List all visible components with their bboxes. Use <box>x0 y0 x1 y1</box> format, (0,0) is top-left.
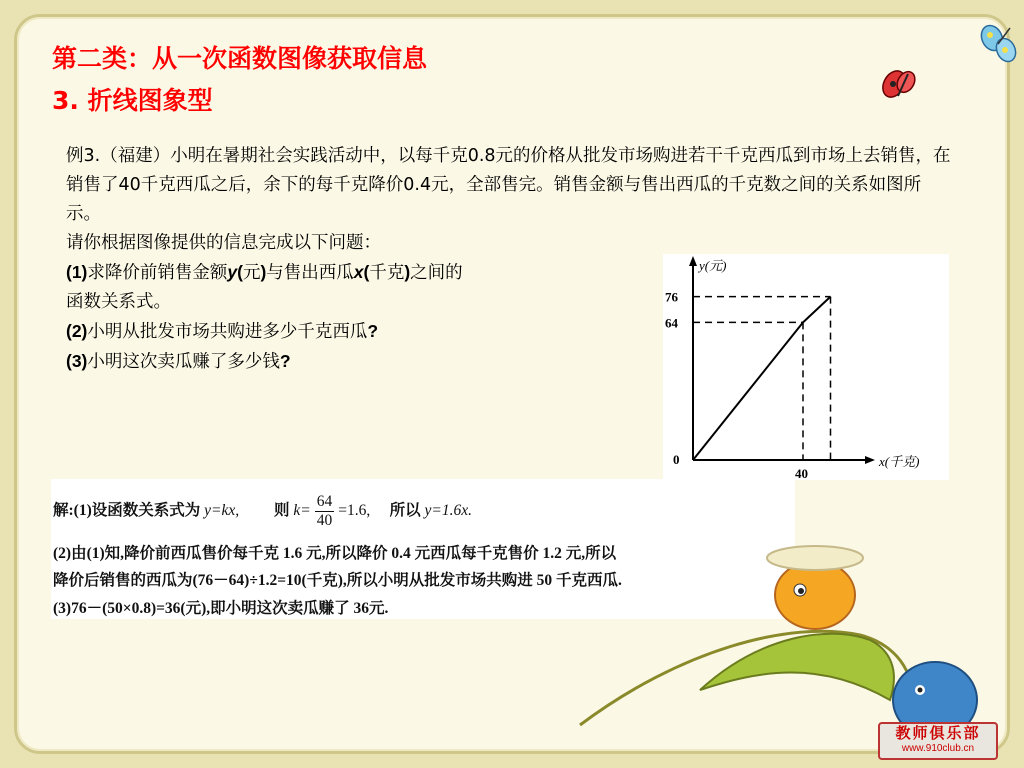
function-graph <box>663 254 949 480</box>
fraction-numerator: 64 <box>316 493 333 510</box>
q3-text: 小明这次卖瓜赚了多少钱 <box>87 352 280 372</box>
solution-1d: k= <box>293 502 311 520</box>
graph-svg <box>663 254 949 480</box>
y-tick-label-64: 64 <box>665 315 678 331</box>
bird-hat-icon <box>767 546 863 570</box>
leaf-icon <box>700 634 894 700</box>
cartoon-decoration <box>560 540 980 740</box>
q3-number: (3) <box>66 351 88 371</box>
problem-paragraph: 例3.（福建）小明在暑期社会实践活动中，以每千克0.8元的价格从批发市场购进若干千克西瓜到市场上去销售，在销售了40千克西瓜之后，余下的每千克降价0.4元，全部售完。销售金额与售出西瓜的千克数之间的关系如图所示。 <box>66 146 951 224</box>
q1-var-y: y <box>227 262 238 282</box>
page-subtitle: 3. 折线图象型 <box>52 86 213 115</box>
solution-1f: 所以 <box>389 502 421 520</box>
y-axis-label: y(元) <box>699 258 727 273</box>
solution-1b: y=kx, <box>204 502 240 520</box>
x-tick-label-40: 40 <box>795 466 808 480</box>
solution-1a: 解:(1)设函数关系式为 <box>53 502 201 520</box>
fraction-denominator: 40 <box>316 512 333 529</box>
q1-paren-open-1: ( <box>237 262 243 282</box>
solution-line-4: (3)76－(50×0.8)=36(元),即小明这次卖瓜赚了 36元. <box>53 600 389 617</box>
question-1-line2: 函数关系式。 <box>66 292 171 312</box>
solution-line-1 <box>53 493 472 530</box>
q1-part-a: 求降价前销售金额 <box>87 263 228 283</box>
fraction <box>315 493 335 530</box>
q1-paren-close-2: ) <box>404 262 411 282</box>
butterfly-red-icon <box>876 62 922 108</box>
x-axis-label: x(千克) <box>879 454 920 469</box>
solution-1e: =1.6, <box>338 502 371 520</box>
line-segment-2 <box>803 297 831 323</box>
solution-line-3: 降价后销售的西瓜为(76－64)÷1.2=10(千克),所以小明从批发市场共购进 50 千克西瓜. <box>53 572 622 589</box>
site-logo <box>878 722 998 760</box>
y-tick-label-76: 76 <box>665 289 678 305</box>
q1-part-e: 与售出西瓜 <box>266 263 354 283</box>
q2-text: 小明从批发市场共购进多少千克西瓜 <box>87 322 368 342</box>
origin-label: 0 <box>673 452 680 467</box>
q2-number: (2) <box>66 321 88 341</box>
x-axis-arrow <box>865 456 875 464</box>
q1-unit-yuan: 元 <box>242 263 261 283</box>
problem-prompt: 请你根据图像提供的信息完成以下问题： <box>66 233 381 253</box>
q2-mark: ? <box>367 321 379 341</box>
solution-line-2: (2)由(1)知,降价前西瓜售价每千克 1.6 元,所以降价 0.4 元西瓜每千克售价 1.2 元,所以 <box>53 545 617 562</box>
logo-url: www.910club.cn <box>901 743 975 754</box>
solution-1c: 则 <box>273 502 290 520</box>
q1-unit-kg: 千克 <box>369 263 405 283</box>
q1-var-x: x <box>353 262 364 282</box>
line-segment-1 <box>693 322 803 460</box>
y-axis-arrow <box>689 256 697 266</box>
bird-body-icon <box>775 561 855 629</box>
q3-mark: ? <box>279 351 291 371</box>
q1-paren-close-1: ) <box>260 262 267 282</box>
q1-number: (1) <box>66 262 88 282</box>
butterfly-blue-icon <box>978 20 1020 70</box>
q1-paren-open-2: ( <box>363 262 370 282</box>
page-title: 第二类：从一次函数图像获取信息 <box>52 44 428 73</box>
q1-part-i: 之间的 <box>410 263 463 283</box>
solution-1g: y=1.6x. <box>424 502 472 520</box>
logo-name: 教师俱乐部 <box>895 724 981 742</box>
